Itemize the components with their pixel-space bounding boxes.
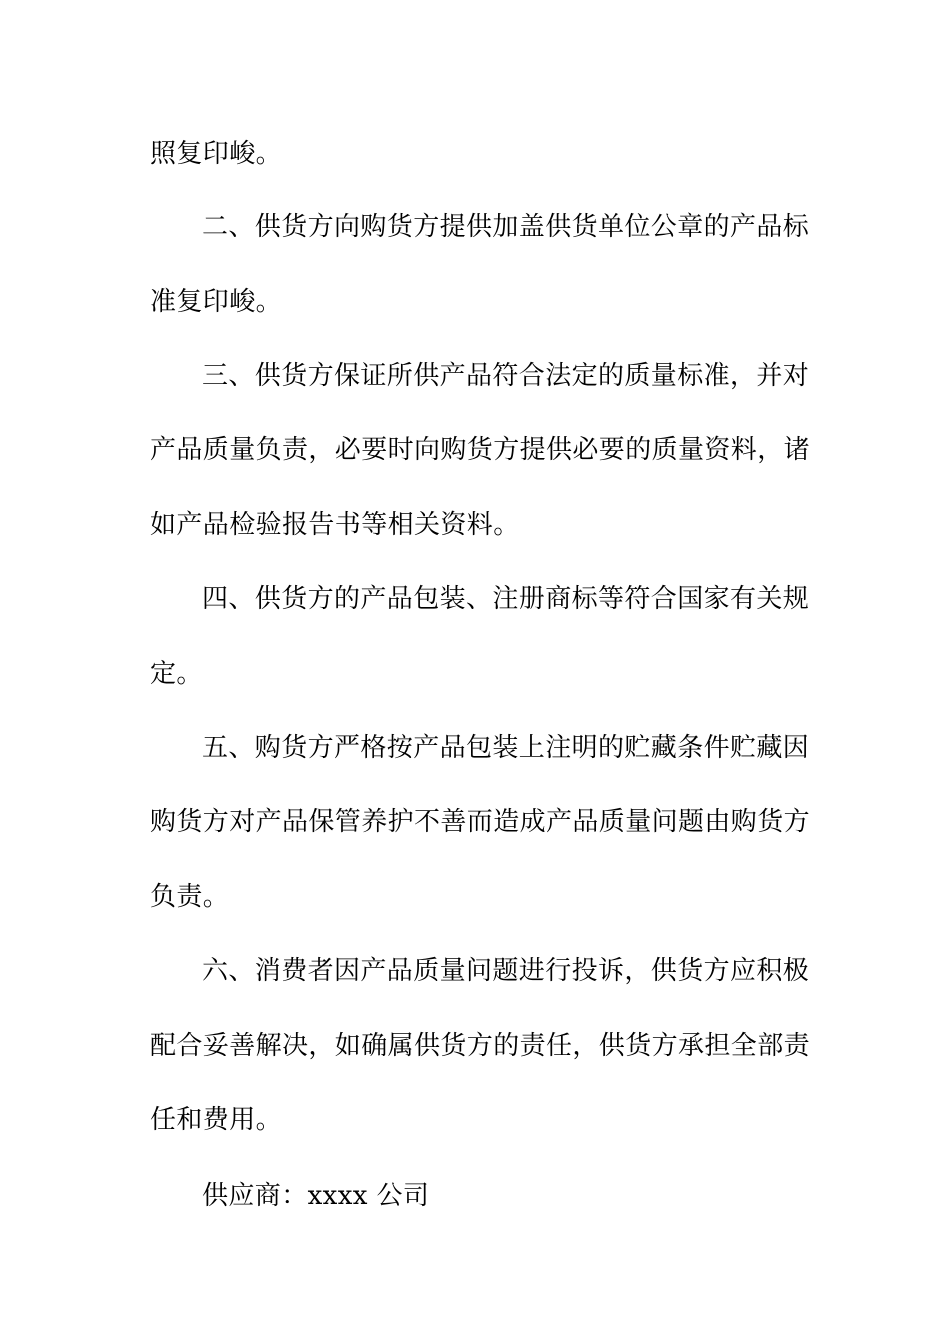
clause-4-line-1: 四、供货方的产品包装、注册商标等符合国家有关规 — [202, 584, 810, 614]
clause-5-line-2: 购货方对产品保管养护不善而造成产品质量问题由购货方 — [150, 807, 811, 837]
clause-3-line-2: 产品质量负责，必要时向购货方提供必要的质量资料，诸 — [150, 435, 811, 465]
clause-5-line-3: 负责。 — [150, 882, 230, 912]
clause-5-line-1: 五、购货方严格按产品包装上注明的贮藏条件贮藏因 — [202, 733, 810, 763]
clause-3-line-1: 三、供货方保证所供产品符合法定的质量标准，并对 — [202, 361, 810, 391]
clause-6-line-2: 配合妥善解决，如确属供货方的责任，供货方承担全部责 — [150, 1031, 811, 1061]
clause-3-line-3: 如产品检验报告书等相关资料。 — [150, 510, 520, 540]
clause-6-line-3: 任和费用。 — [150, 1105, 283, 1135]
clause-4-line-2: 定。 — [150, 659, 203, 689]
supplier-signature: 供应商：xxxx 公司 — [202, 1181, 430, 1211]
paragraph-1-line-end: 照复印峻。 — [150, 139, 283, 169]
clause-6-line-1: 六、消费者因产品质量问题进行投诉，供货方应积极 — [202, 956, 810, 986]
clause-2-line-2: 准复印峻。 — [150, 287, 283, 317]
clause-2-line-1: 二、供货方向购货方提供加盖供货单位公章的产品标 — [202, 212, 810, 242]
